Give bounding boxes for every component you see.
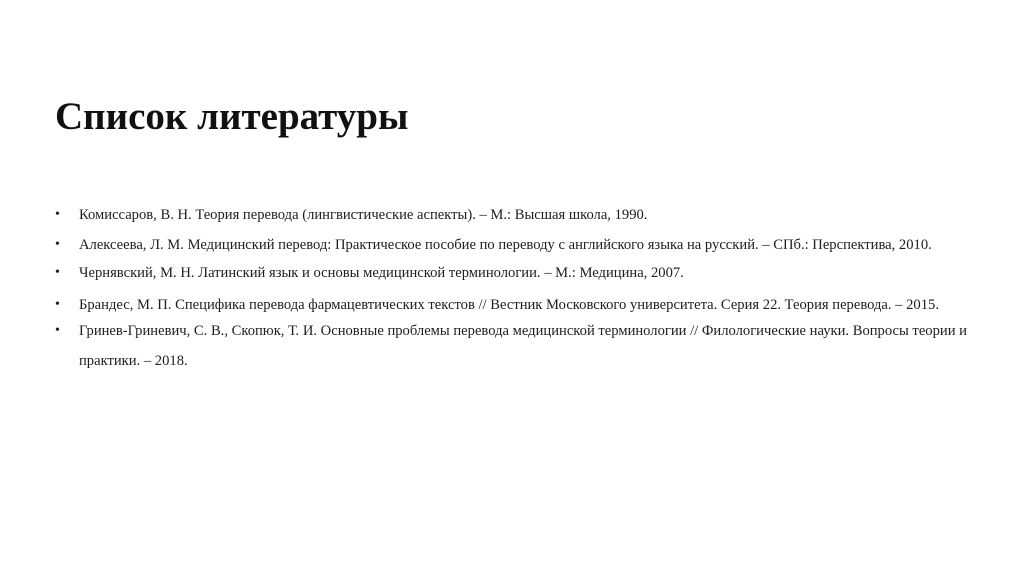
reference-text: Брандес, М. П. Специфика перевода фармацевтических текстов // Вестник Московского университета. Серия 22. Теория перевода. – 2015.	[79, 297, 939, 313]
bullet-icon: •	[55, 237, 60, 252]
reference-list	[55, 200, 975, 376]
reference-text: Чернявский, М. Н. Латинский язык и основы медицинской терминологии. – М.: Медицина, 2007.	[79, 265, 684, 281]
bullet-icon: •	[55, 323, 60, 338]
reference-item	[55, 200, 975, 230]
bullet-icon: •	[55, 297, 60, 312]
reference-item	[55, 316, 975, 376]
bullet-icon: •	[55, 265, 60, 280]
reference-item	[55, 258, 975, 288]
reference-text: Алексеева, Л. М. Медицинский перевод: Практическое пособие по переводу с английского языка на русский. – СПб.: Перспектива, 2010.	[79, 237, 932, 253]
slide-title: Список литературы	[55, 95, 409, 138]
reference-text: Комиссаров, В. Н. Теория перевода (лингвистические аспекты). – М.: Высшая школа, 1990.	[79, 207, 648, 223]
reference-text: Гринев-Гриневич, С. В., Скопюк, Т. И. Основные проблемы перевода медицинской терминологии // Филологические науки. Вопросы теории и практики. – 2018.	[79, 323, 967, 369]
reference-item	[55, 230, 975, 260]
bullet-icon: •	[55, 207, 60, 222]
